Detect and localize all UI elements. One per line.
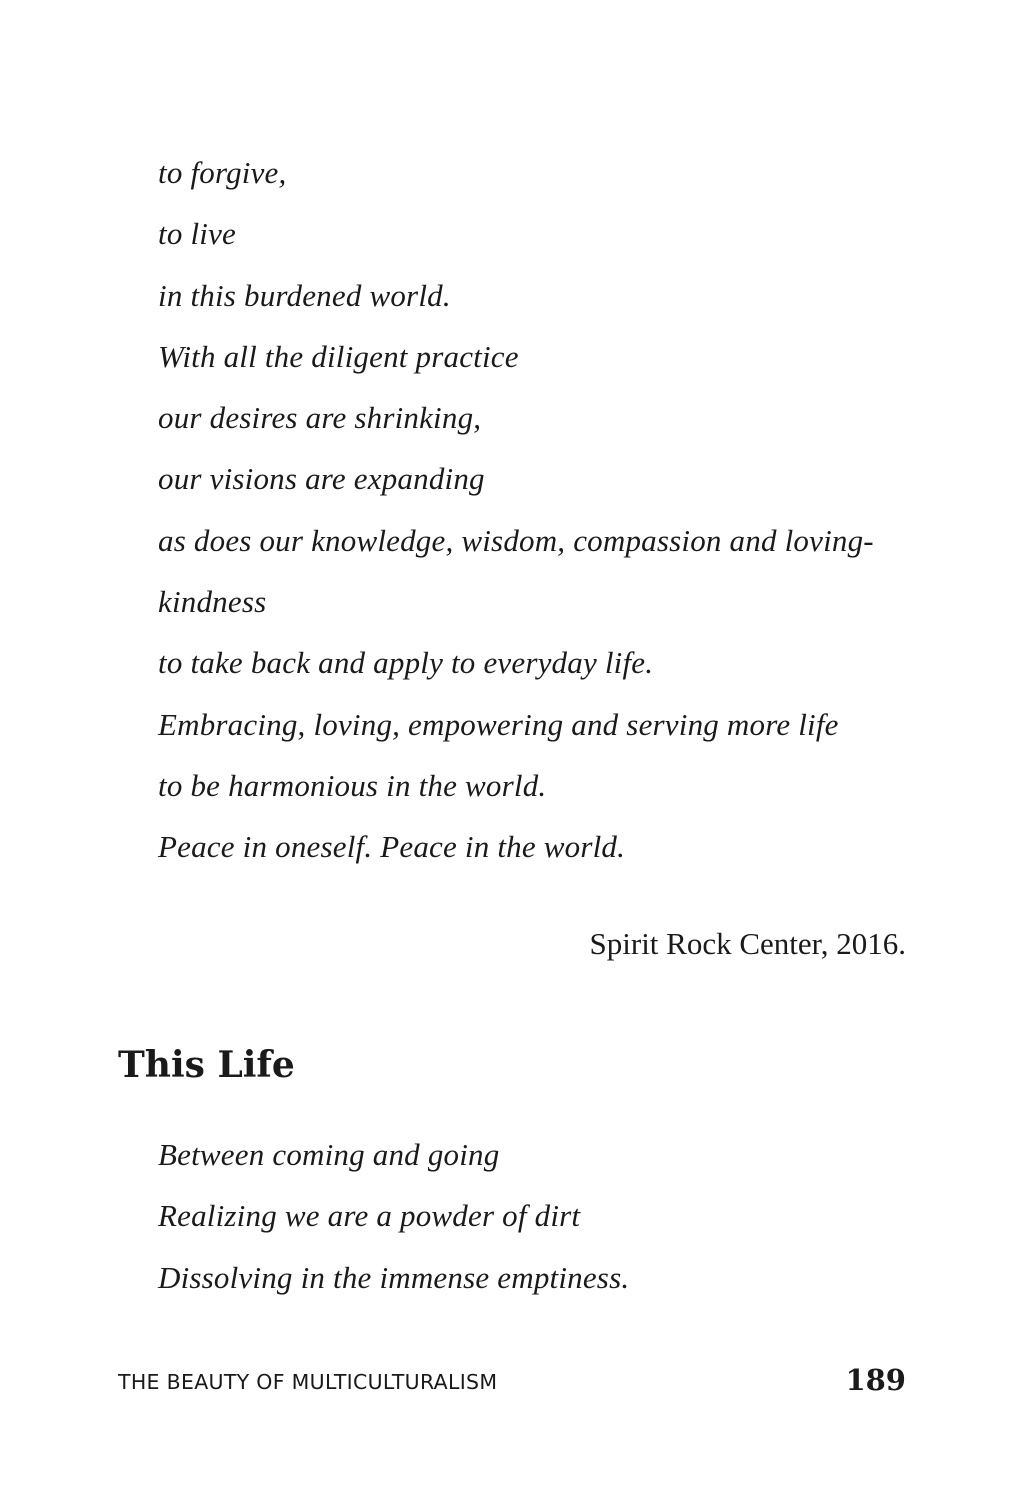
poem-line: Embracing, loving, empowering and serving more life [158,706,839,742]
poem-line: Between coming and going [158,1137,500,1172]
running-footer-title: THE BEAUTY OF MULTICULTURALISM [118,1370,498,1394]
poem-line: as does our knowledge, wisdom, compassion and loving- [158,522,874,558]
poem-line: our visions are expanding [158,461,485,497]
poem-this-life [158,1124,918,1308]
poem-line: Dissolving in the immense emptiness. [158,1259,630,1295]
poem-line: Realizing we are a powder of dirt [158,1198,581,1234]
poem-line: to be harmonious in the world. [158,767,547,803]
poem-line: to take back and apply to everyday life. [158,645,654,681]
page-number: 189 [845,1363,906,1397]
poem-line: to live [158,216,237,252]
poem-line: to forgive, [158,155,287,190]
section-title: This Life [118,1044,295,1086]
poem-line: Peace in oneself. Peace in the world. [158,829,626,865]
poem-line: in this burdened world. [158,277,451,313]
poem-attribution: Spirit Rock Center, 2016. [589,926,906,961]
poem-line: kindness [158,584,267,620]
poem-continuation [158,142,918,878]
poem-line: our desires are shrinking, [158,400,482,436]
poem-line: With all the diligent practice [158,338,519,374]
